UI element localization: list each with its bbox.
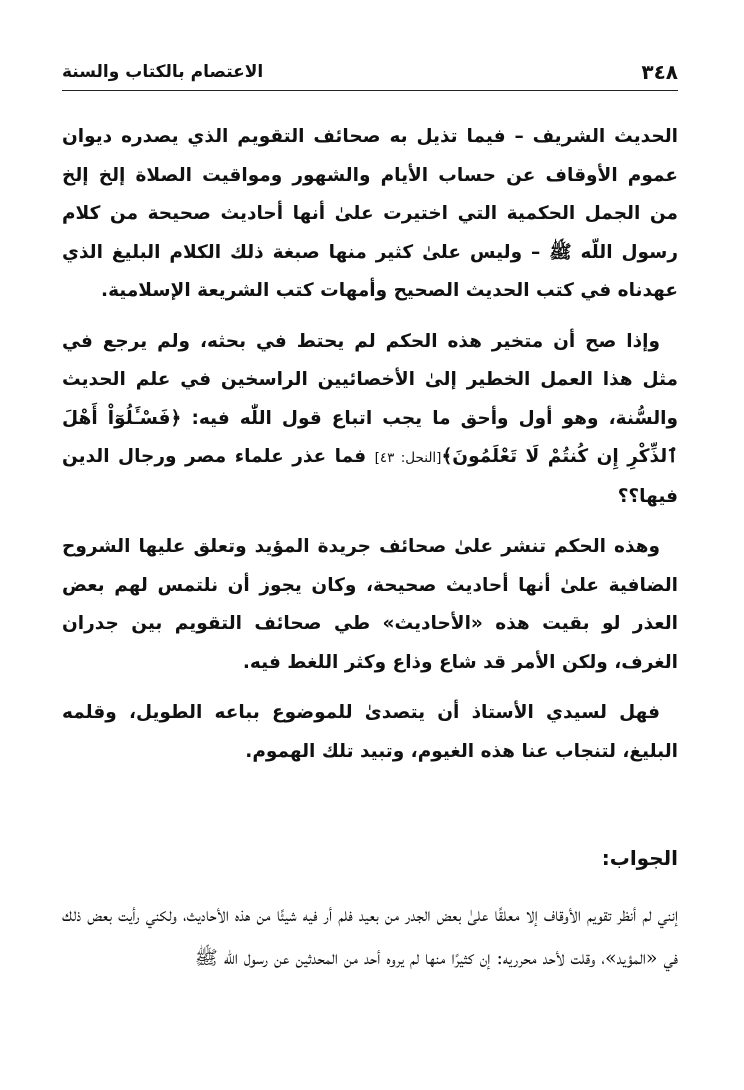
answer-text: إنني لم أنظر تقويم الأوقاف إلا معلقًا علىٰ بعض الجدر من بعيد فلم أر فيه شيئًا من هذه الأحاديث، ولكني رأيت بعض ذلك في «المؤيد»، وقلت لأحد محرريه: إن كثيرًا منها لم يروه أحد من المحدثين عن رسول اللّٰه ﷺ bbox=[62, 904, 678, 969]
paragraph-2-text: وإذا صح أن متخير هذه الحكم لم يحتط في بحثه، ولم يرجع في مثل هذا العمل الخطير إلىٰ الأخصائيين الراسخين في علم الحديث والسُّنة، وهو أول وأحق ما يجب اتباع قول اللّٰه فيه: bbox=[62, 330, 678, 429]
answer-heading: الجواب: bbox=[601, 846, 678, 870]
quran-verse: ﴿فَسْـَٔلُوٓاْ أَهْلَ ٱلذِّكْرِ إِن كُنتُمْ لَا تَعْلَمُونَ﴾ bbox=[62, 407, 678, 467]
question-paragraph-2 bbox=[62, 323, 678, 517]
page-number: ٣٤٨ bbox=[641, 60, 678, 84]
question-paragraph-3: وهذه الحكم تنشر علىٰ صحائف جريدة المؤيد وتعلق عليها الشروح الضافية علىٰ أنها أحاديث صحيحة، وكان يجوز أن نلتمس لهم بعض العذر لو بقيت هذه «الأحاديث» طي صحائف التقويم بين جدران الغرف، ولكن الأمر قد شاع وذاع وكثر اللغط فيه. bbox=[62, 536, 678, 673]
running-title: الاعتصام بالكتاب والسنة bbox=[62, 62, 264, 82]
verse-reference: [النحل: ٤٣] bbox=[374, 450, 442, 466]
question-paragraph-1: الحديث الشريف – فيما تذيل به صحائف التقويم الذي يصدره ديوان عموم الأوقاف عن حساب الأيام والشهور ومواقيت الصلاة إلخ إلخ من الجمل الحكمية التي اختيرت علىٰ أنها أحاديث صحيحة من كلام رسول اللّه ﷺ – وليس علىٰ كثير منها صبغة ذلك الكلام البليغ الذي عهدناه في كتب الحديث الصحيح وأمهات كتب الشريعة الإسلامية. bbox=[62, 126, 678, 301]
page-header bbox=[62, 56, 678, 91]
paragraph-2-end: فما عذر علماء مصر ورجال الدين فيها؟؟ bbox=[62, 446, 678, 507]
question-paragraph-4: فهل لسيدي الأستاذ أن يتصدىٰ للموضوع بباعه الطويل، وقلمه البليغ، لتنجاب عنا هذه الغيوم، وتبيد تلك الهموم. bbox=[62, 702, 678, 762]
question-text bbox=[62, 118, 678, 771]
